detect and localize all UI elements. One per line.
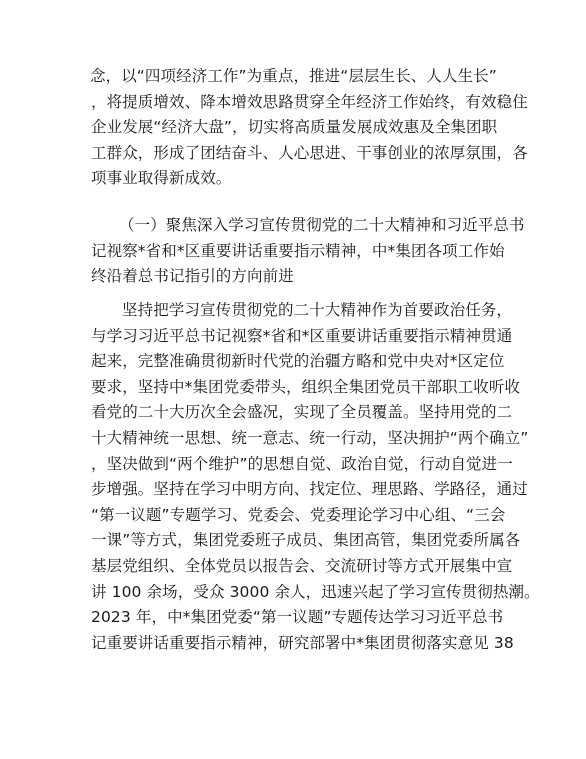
heading-line-2: 记视察*省和*区重要讲话重要指示精神，中*集团各项工作始 <box>91 241 505 260</box>
intro-line-1: 念，以“四项经济工作”为重点，推进“层层生长、人人生长” <box>90 67 497 85</box>
body-line-5: 看党的二十大历次全会盛况，实现了全员覆盖。坚持用党的二 <box>91 403 513 422</box>
body-line-10: 一课”等方式，集团党委班子成员、集团高管，集团党委所属各 <box>91 531 521 550</box>
body-line-9: “第一议题”专题学习、党委会、党委理论学习中心组、“三会 <box>91 505 506 524</box>
body-line-12: 讲 100 余场，受众 3000 余人，迅速兴起了学习宣传贯彻热潮。 <box>91 582 540 601</box>
body-line-4: 要求，坚持中*集团党委带头，组织全集团党员干部职工收听收 <box>91 377 521 396</box>
body-line-3: 起来，完整准确贯彻新时代党的治疆方略和党中央对*区定位 <box>91 352 505 371</box>
body-line-8: 步增强。坚持在学习中明方向、找定位、理思路、学路径，通过 <box>91 480 528 499</box>
intro-line-2: ，将提质增效、降本增效思路贯穿全年经济工作始终，有效稳住 <box>91 92 528 111</box>
body-line-1: 坚持把学习宣传贯彻党的二十大精神作为首要政治任务， <box>122 301 513 319</box>
intro-paragraph <box>90 64 528 192</box>
section-heading <box>91 213 525 290</box>
intro-line-4: 工群众，形成了团结奋斗、人心思进、干事创业的浓厚氛围，各 <box>91 143 528 162</box>
heading-line-1: （一）聚焦深入学习宣传贯彻党的二十大精神和习近平总书 <box>119 216 525 234</box>
body-line-13: 2023 年，中*集团党委“第一议题”专题传达学习习近平总书 <box>91 608 504 627</box>
body-line-7: ，坚决做到“两个维护”的思想自觉、政治自觉，行动自觉进一 <box>91 454 513 473</box>
body-line-14: 记重要讲话重要指示精神，研究部署中*集团贯彻落实意见 38 <box>91 633 514 652</box>
body-line-6: 十大精神统一思想、统一意志、统一行动，坚决拥护“两个确立” <box>91 428 529 447</box>
body-paragraph <box>91 298 540 656</box>
body-line-11: 基层党组织、全体党员以报告会、交流研讨等方式开展集中宣 <box>91 556 513 575</box>
intro-line-5: 项事业取得新成效。 <box>91 169 232 188</box>
intro-line-3: 企业发展“经济大盘”，切实将高质量发展成效惠及全集团职 <box>91 118 498 137</box>
heading-line-3: 终沿着总书记指引的方向前进 <box>91 267 294 286</box>
body-line-2: 与学习习近平总书记视察*省和*区重要讲话重要指示精神贯通 <box>91 326 513 345</box>
